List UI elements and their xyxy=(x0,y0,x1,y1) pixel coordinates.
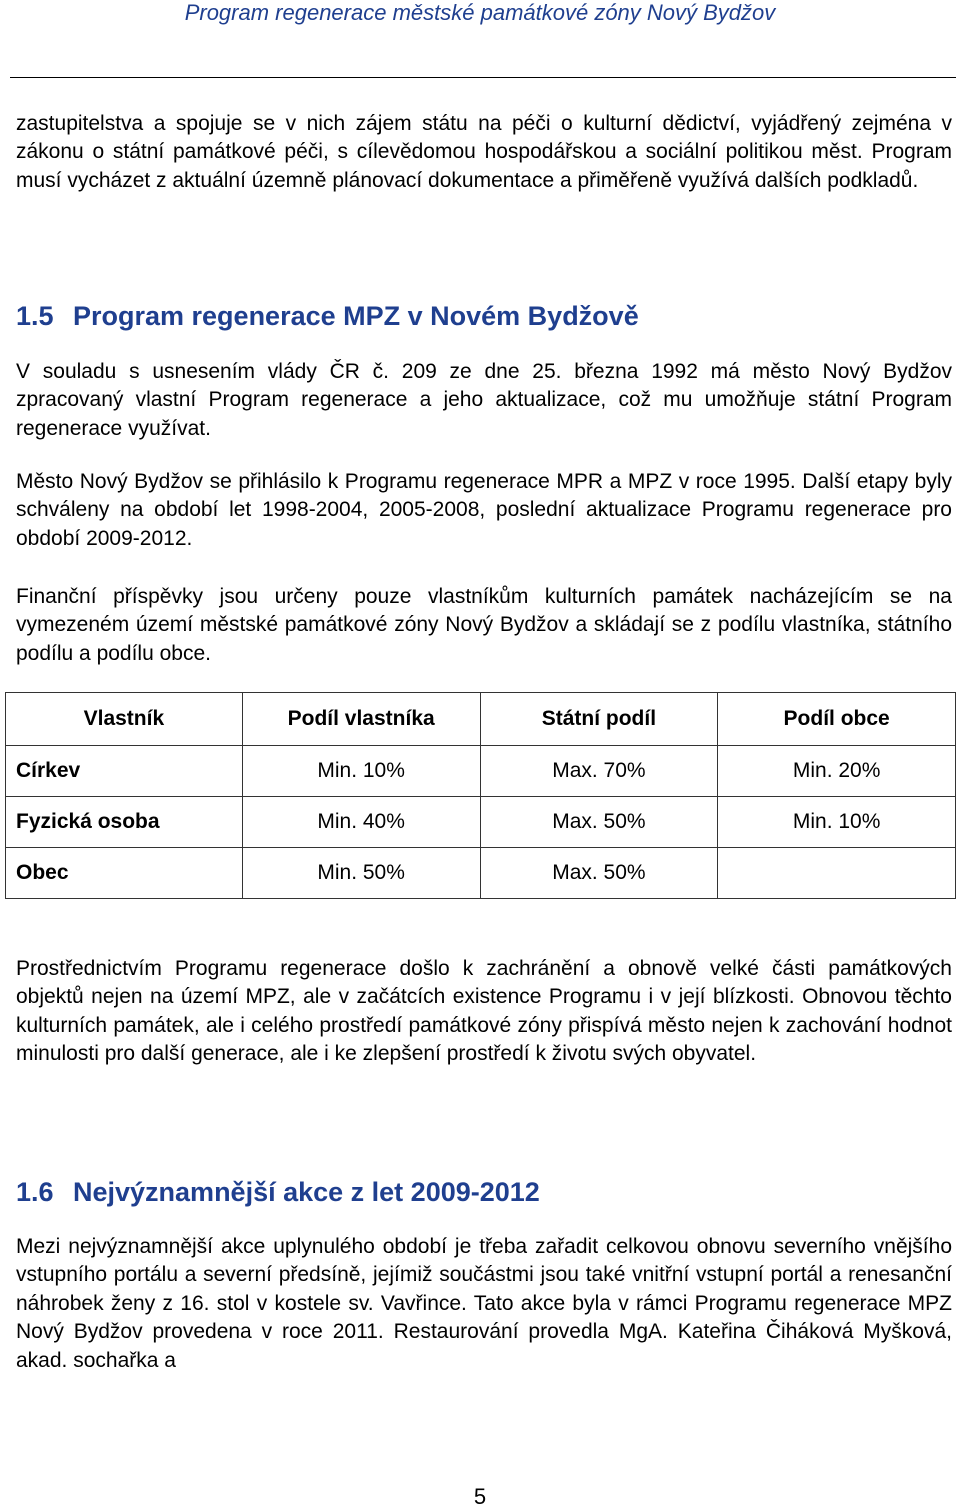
section-heading-1-6 xyxy=(16,1176,540,1208)
table-cell-owner: Fyzická osoba xyxy=(6,797,243,848)
paragraph-results: Prostřednictvím Programu regenerace došlo k zachránění a obnově velké části památkových objektů nejen na území MPZ, ale v začátcích existence Programu i v její blízkosti. Obnovou těchto kulturních památek, ale i celého prostředí památkové zóny přispívá město nejen k zachování hodnot minulosti pro další generace, ale i ke zlepšení prostředí k životu svých obyvatel. xyxy=(16,957,952,1066)
table-header-row xyxy=(6,693,956,746)
column-header: Podíl vlastníka xyxy=(242,693,480,746)
section-heading-1-5 xyxy=(16,300,639,332)
paragraph-actions: Mezi nejvýznamnější akce uplynulého období je třeba zařadit celkovou obnovu severního vnějšího vstupního portálu a severní předsíně, jejímiž součástmi jsou také vnitřní vstupní portál a renesanční náhrobek ženy z 16. stol v kostele sv. Vavřince. Tato akce byla v rámci Programu regenerace MPZ Nový Bydžov provedena v roce 2011. Restaurování provedla MgA. Kateřina Čiháková Myšková, akad. sochařka a xyxy=(16,1235,952,1372)
contribution-shares-table xyxy=(5,692,956,899)
section-title: Program regenerace MPZ v Novém Bydžově xyxy=(73,301,639,331)
section-title: Nejvýznamnější akce z let 2009-2012 xyxy=(73,1177,540,1207)
table-cell: Max. 70% xyxy=(480,746,718,797)
table-cell xyxy=(718,848,956,899)
paragraph-intro: zastupitelstva a spojuje se v nich zájem státu na péči o kulturní dědictví, vyjádřený zejména v zákonu o státní památkové péči, s cílevědomou hospodářskou a sociální politikou měst. Program musí vycházet z aktuální územně plánovací dokumentace a přiměřeně využívá dalších podkladů. xyxy=(16,112,952,192)
table-row xyxy=(6,797,956,848)
table-cell-owner: Obec xyxy=(6,848,243,899)
section-number: 1.5 xyxy=(16,301,54,331)
table-cell: Min. 20% xyxy=(718,746,956,797)
header-divider xyxy=(10,77,956,78)
column-header: Státní podíl xyxy=(480,693,718,746)
column-header: Podíl obce xyxy=(718,693,956,746)
paragraph-joined: Město Nový Bydžov se přihlásilo k Programu regenerace MPR a MPZ v roce 1995. Další etapy byly schváleny na období let 1998-2004, 2005-2008, poslední aktualizace Programu regenerace pro období 2009-2012. xyxy=(16,470,952,550)
paragraph-resolution: V souladu s usnesením vlády ČR č. 209 ze dne 25. března 1992 má město Nový Bydžov zpracovaný vlastní Program regenerace a jeho aktualizace, což mu umožňuje státní Program regenerace využívat. xyxy=(16,360,952,440)
table-cell-owner: Církev xyxy=(6,746,243,797)
table-cell: Min. 50% xyxy=(242,848,480,899)
table-cell: Max. 50% xyxy=(480,848,718,899)
table-cell: Min. 40% xyxy=(242,797,480,848)
paragraph-contributions: Finanční příspěvky jsou určeny pouze vlastníkům kulturních památek nacházejícím se na vymezeném území městské památkové zóny Nový Bydžov a skládají se z podílu vlastníka, státního podílu a podílu obce. xyxy=(16,585,952,665)
table-cell: Min. 10% xyxy=(718,797,956,848)
table-row xyxy=(6,746,956,797)
column-header: Vlastník xyxy=(6,693,243,746)
section-number: 1.6 xyxy=(16,1177,54,1207)
page-number: 5 xyxy=(473,1484,487,1509)
running-header: Program regenerace městské památkové zóny Nový Bydžov xyxy=(184,0,776,25)
table-cell: Min. 10% xyxy=(242,746,480,797)
table-cell: Max. 50% xyxy=(480,797,718,848)
table-row xyxy=(6,848,956,899)
